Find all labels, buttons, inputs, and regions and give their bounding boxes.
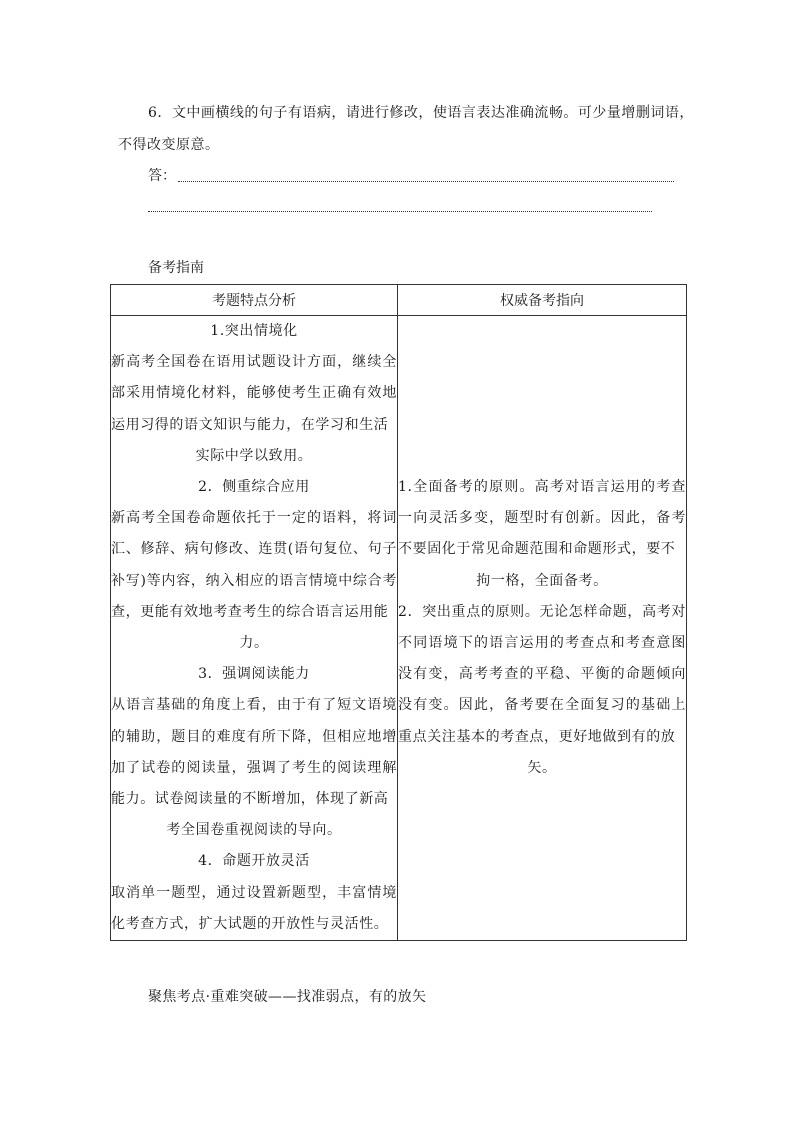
guide-title: 备考指南 — [148, 260, 204, 276]
analysis-heading-1: 1.突出情境化 — [210, 323, 298, 339]
analysis-heading-3: 3．强调阅读能力 — [198, 666, 310, 683]
answer-line-2[interactable] — [148, 211, 652, 212]
answer-line-1[interactable] — [178, 181, 674, 182]
guidance-tail-2: 矢。 — [527, 759, 557, 776]
header-guidance: 权威备考指向 — [398, 285, 687, 316]
answer-row — [148, 164, 674, 188]
answer-label: 答： — [148, 168, 176, 184]
section-heading: 聚焦考点·重难突破——找准弱点，有的放矢 — [148, 989, 427, 1005]
guidance-body-2: 2．突出重点的原则。无论怎样命题，高考对不同语境下的语言运用的考查点和考查意图没有变，高考考查的平稳、平衡的命题倾向没有变。因此，备考要在全面复习的基础上重点关注基本的考查点，更好地做到有的放 — [398, 603, 686, 745]
analysis-body-4: 取消单一题型，通过设置新题型，丰富情境化考查方式，扩大试题的开放性与灵活性。 — [111, 884, 397, 932]
question-text-line2: 不得改变原意。 — [118, 137, 220, 153]
analysis-tail-1: 实际中学以致用。 — [195, 447, 313, 464]
analysis-cell — [111, 316, 398, 941]
analysis-tail-2: 力。 — [239, 635, 269, 652]
analysis-tail-3: 考全国卷重视阅读的导向。 — [166, 822, 342, 839]
guidance-cell — [398, 316, 687, 941]
analysis-heading-2: 2．侧重综合应用 — [198, 479, 310, 496]
header-analysis: 考题特点分析 — [111, 285, 398, 316]
guidance-tail-1: 拘一格，全面备考。 — [476, 572, 608, 589]
analysis-body-1: 新高考全国卷在语用试题设计方面，继续全部采用情境化材料，能够使考生正确有效地运用习得的语文知识与能力，在学习和生活 — [111, 354, 397, 433]
question-text-line1: 6．文中画横线的句子有语病，请进行修改，使语言表达准确流畅。可少量增删词语， — [148, 105, 694, 121]
guidance-body-1: 1.全面备考的原则。高考对语言运用的考查一向灵活多变，题型时有创新。因此，备考不要固化于常见命题范围和命题形式，要不 — [398, 479, 686, 558]
guide-table — [110, 284, 687, 941]
analysis-body-3: 从语言基础的角度上看，由于有了短文语境的辅助，题目的难度有所下降，但相应地增加了试卷的阅读量，强调了考生的阅读理解能力。试卷阅读量的不断增加，体现了新高 — [111, 697, 397, 808]
analysis-body-2: 新高考全国卷命题依托于一定的语料，将词汇、修辞、病句修改、连贯(语句复位、句子补写)等内容，纳入相应的语言情境中综合考查，更能有效地考查考生的综合语言运用能 — [111, 510, 397, 620]
analysis-heading-4: 4．命题开放灵活 — [198, 853, 310, 870]
